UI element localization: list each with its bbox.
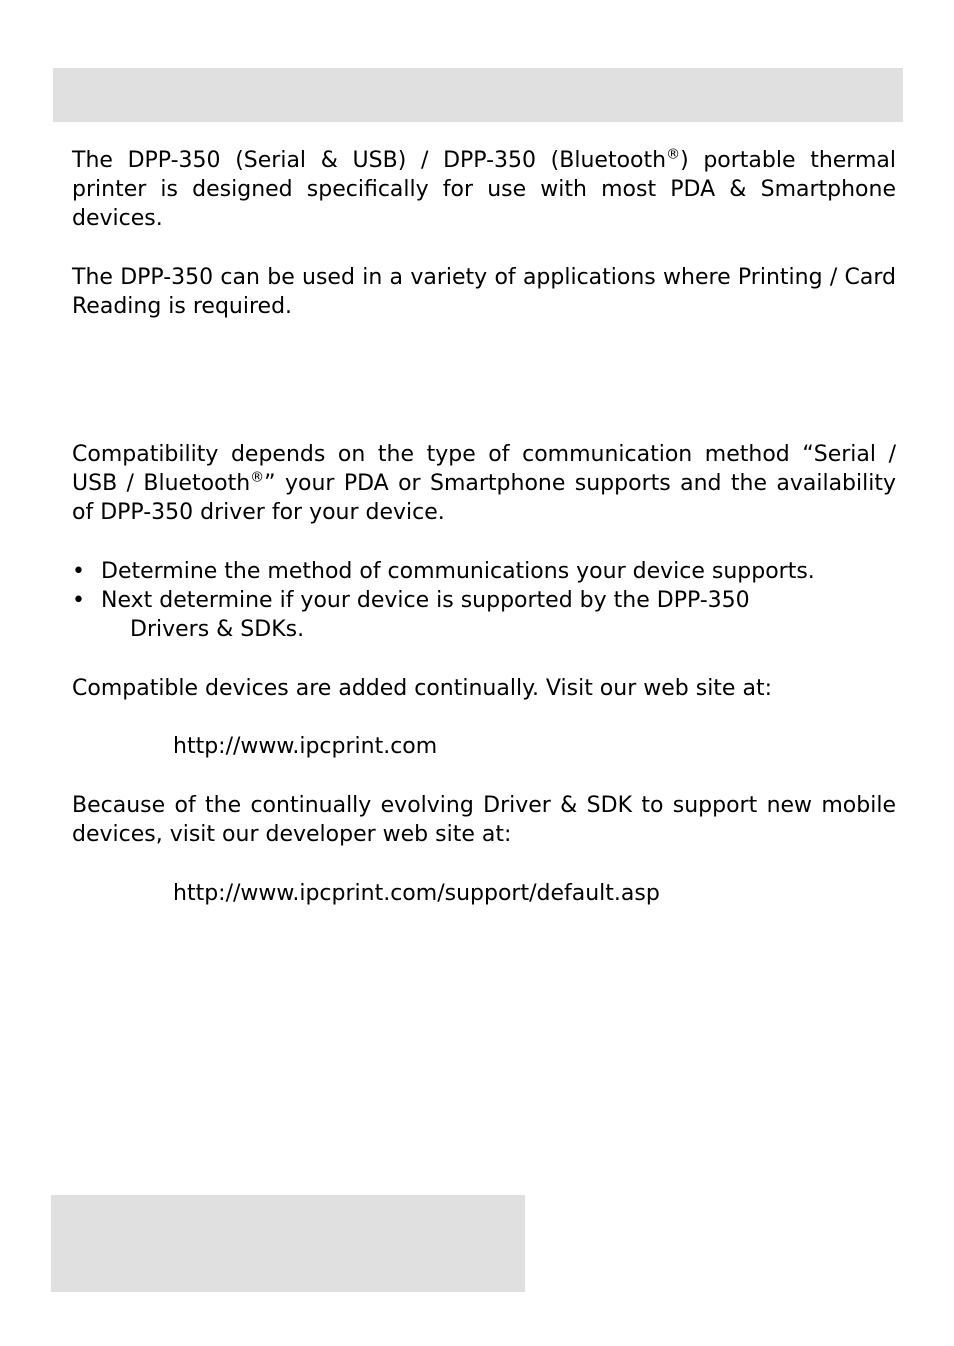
footer-box — [51, 1195, 525, 1292]
website-url: http://www.ipcprint.com — [173, 734, 438, 759]
usage-paragraph: The DPP-350 can be used in a variety of applications where Printing / Card Reading is required. — [72, 265, 896, 319]
developer-url: http://www.ipcprint.com/support/default.asp — [173, 881, 660, 906]
bullet-icon: • — [72, 559, 85, 584]
page-content — [72, 146, 896, 938]
list-item: • Next determine if your device is supported by the DPP-350 Drivers & SDKs. — [72, 588, 750, 642]
header-bar — [53, 68, 903, 122]
developer-paragraph: Because of the continually evolving Driver & SDK to support new mobile devices, visit our developer web site at: — [72, 793, 896, 847]
compatibility-paragraph: Compatibility depends on the type of communication method “Serial / USB / Bluetooth®” your PDA or Smartphone supports and the availability of DPP-350 driver for your device. — [72, 442, 897, 525]
registered-mark: ® — [666, 146, 681, 163]
steps-list — [72, 557, 896, 644]
bullet-icon: • — [72, 588, 85, 613]
list-item: • Determine the method of communications your device supports. — [72, 559, 815, 584]
intro-paragraph: The DPP-350 (Serial & USB) / DPP-350 (Bluetooth®) portable thermal printer is designed specifically for use with most PDA & Smartphone devices. — [72, 146, 896, 231]
registered-mark: ® — [250, 469, 265, 486]
visit-paragraph: Compatible devices are added continually. Visit our web site at: — [72, 676, 772, 701]
